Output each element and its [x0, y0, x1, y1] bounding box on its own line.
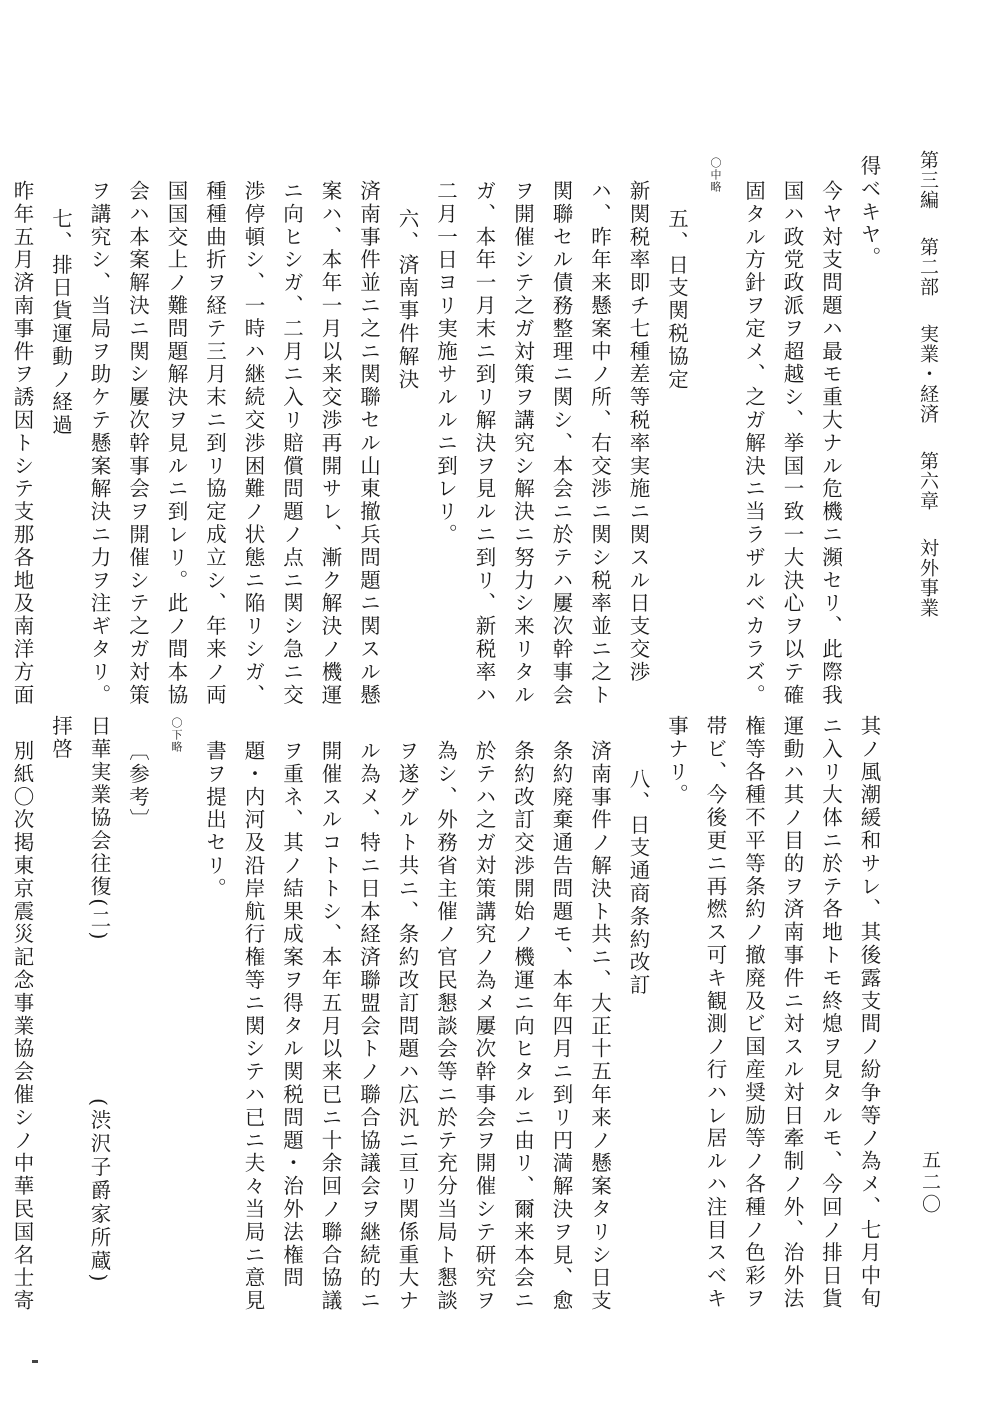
section-heading: 七、排日貨運動ノ経過	[48, 208, 73, 438]
header-topic: 実業・経済	[917, 324, 939, 425]
greeting: 拝啓	[48, 715, 73, 761]
paragraph: 今ヤ対支問題ハ最モ重大ナル危機ニ瀕セリ、此際我国ハ政党政派ヲ超越シ、挙国一致一大決心ヲ以テ確固タル方針ヲ定メ、之ガ解決ニ当ラザルベカラズ。	[741, 179, 843, 707]
document-title-number: (二)	[87, 898, 111, 942]
letter-body	[0, 740, 41, 1315]
paragraph: 其ノ風潮緩和サレ、其後露支間ノ紛争等ノ為メ、七月中旬ニ入リ大体ニ於テ各地トモ終熄ヲ見タルモ、今回ノ排日貨運動ハ其ノ目的ヲ済南事件ニ対スル対日牽制ノ外、治外法権等各種不平等条約ノ撤廃及ビ国産奨励等ノ各種ノ色彩ヲ帯ビ、今後更ニ再燃ス可キ観測ノ行ハレ居ルハ注目スベキ事ナリ。	[664, 715, 881, 1311]
reference-label: 〔参考〕	[125, 739, 150, 832]
archive-source: (渋沢子爵家所蔵)	[87, 1097, 111, 1285]
document-title-text: 日華実業協会往復	[87, 715, 111, 899]
running-header	[908, 150, 948, 710]
header-chapter: 第六章	[917, 451, 939, 512]
header-chapter-title: 対外事業	[917, 538, 939, 619]
page-number: 五二〇	[919, 1150, 941, 1216]
paragraph: 昨年五月済南事件ヲ誘因トシテ支那各地及南洋方面	[10, 179, 34, 707]
paragraph: 新関税率即チ七種差等税率実施ニ関スル日支交渉ハ、昨年来懸案中ノ所、右交渉ニ関シ税率並ニ之ト関聯セル債務整理ニ関シ、本会ニ於テハ屢次幹事会ヲ開催シテ之ガ対策ヲ講究シ解決ニ努力シ来リタルガ、本年一月末ニ到リ解決ヲ見ルニ到リ、新税率ハ二月一日ヨリ実施サルルニ到レリ。	[433, 179, 650, 707]
document-title	[80, 715, 119, 1315]
section-heading: 六、済南事件解決	[395, 208, 419, 392]
header-part: 第三編	[917, 150, 939, 210]
section-heading: 八、日支通商条約改訂	[626, 768, 650, 998]
paragraph: 済南事件ノ解決ト共ニ、大正十五年来ノ懸案タリシ日支条約廃棄通告問題モ、本年四月ニ到リ円満解決ヲ見、愈条約改訂交渉開始ノ機運ニ向ヒタルニ由リ、爾来本会ニ於テハ之ガ対策講究ノ為メ屢次幹事会ヲ開催シテ研究ヲ為シ、外務省主催ノ官民懇談会等ニ於テ充分当局ト懇談ヲ遂グルト共ニ、条約改訂問題ハ広汎ニ亘リ関係重大ナル為メ、特ニ日本経済聯盟会トノ聯合協議会ヲ継続的ニ開催スルコトトシ、本年五月以来已ニ十余回ノ聯合協議ヲ重ネ、其ノ結果成案ヲ得タル関税問題・治外法権問題・内河及沿岸航行権等ニ関シテハ已ニ夫々当局ニ意見書ヲ提出セリ。	[202, 739, 612, 1313]
section-heading: 五、日支関税協定	[664, 208, 689, 392]
omission-note: 〇中略	[709, 157, 722, 194]
paragraph: 済南事件並ニ之ニ関聯セル山東撤兵問題ニ関スル懸案ハ、本年一月以来交渉再開サレ、漸ク解決ノ機運ニ向ヒシガ、二月ニ入リ賠償問題ノ点ニ関シ急ニ交渉停頓シ、一時ハ継続交渉困難ノ状態ニ陥リシガ、種種曲折ヲ経テ三月末ニ到リ協定成立シ、年来ノ両国国交上ノ難問題解決ヲ見ルニ到レリ。此ノ間本協会ハ本案解決ニ関シ屢次幹事会ヲ開催シテ之ガ対策ヲ講究シ、当局ヲ助ケテ懸案解決ニ力ヲ注ギタリ。	[87, 179, 381, 707]
omission-note: 〇下略	[170, 717, 183, 754]
letter-text: 別紙〇次掲東京震災記念事業協会催シノ中華民国名士寄	[10, 739, 34, 1313]
header-section: 第二部	[917, 237, 939, 298]
paragraph: 得ベキヤ。	[857, 155, 881, 270]
lower-text-block	[10, 715, 888, 1315]
upper-text-block	[10, 155, 888, 715]
stray-mark	[32, 1360, 38, 1363]
